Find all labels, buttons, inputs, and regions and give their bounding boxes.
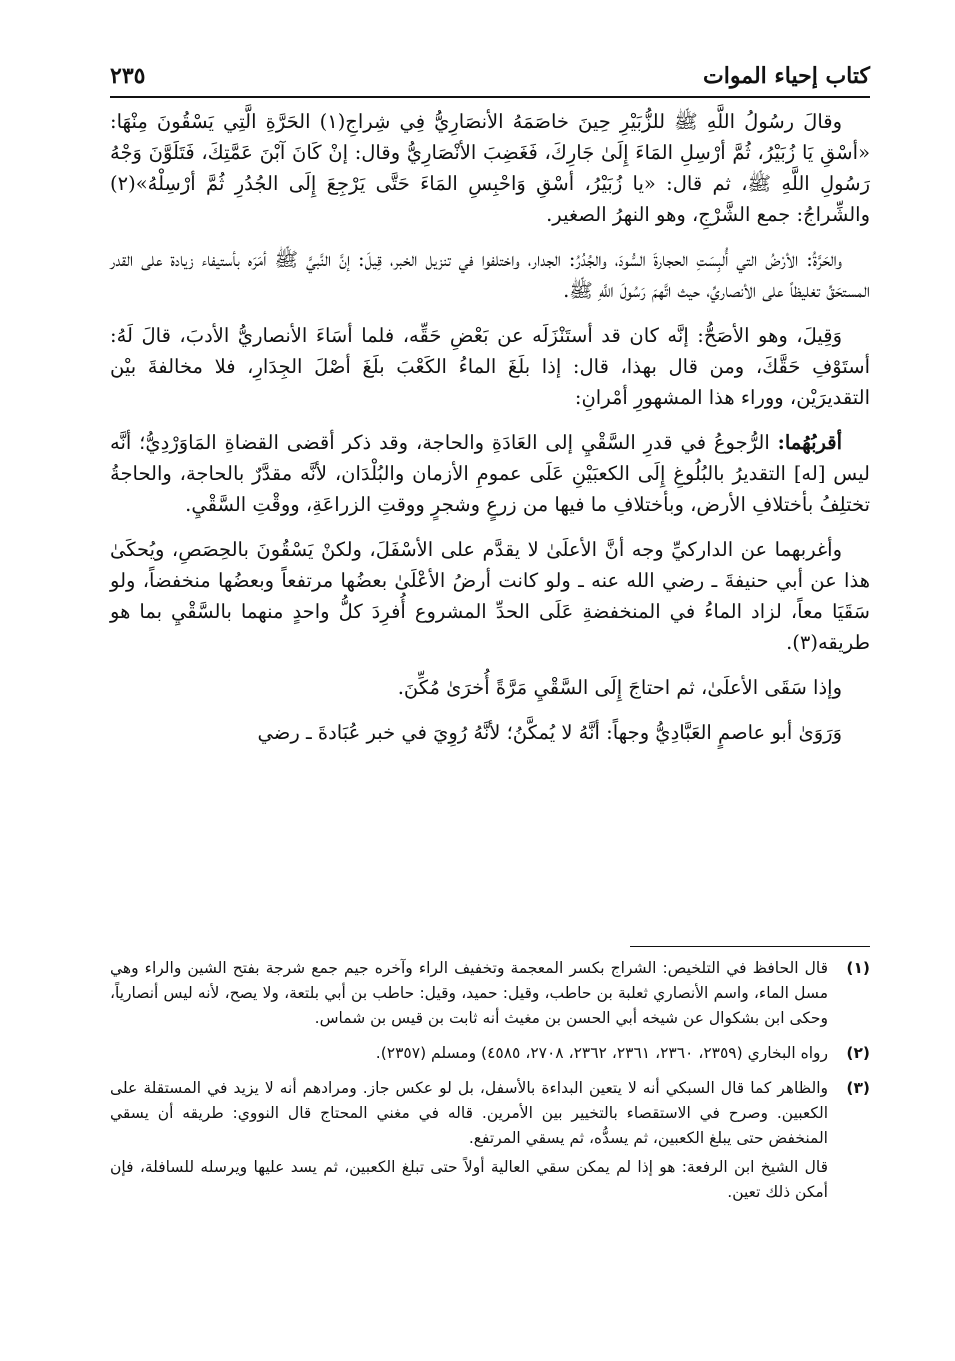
paragraph: وأغربهما عن الداركيِّ وجه أنَّ الأعلَىٰ لا يقدَّم على الأسْفَلَ، ولكنْ يَسْقُونَ بالحِصَصِ، ويُحكَىٰ هذا عن أبي حنيفةَ ـ رضي الله عنه ـ ولو كانت أرضُ الأعْلَىٰ بعضُها مرتفعاً وبعضُها منخفضاً، ولو سَقَيَا معاً، لزاد الماءُ في المنخفضةِ عَلَى الحدِّ المشروع أُفرِدَ كلُّ واحدٍ منهما بالسَّقْيِ بما هو طريقه(٣). [110,538,870,654]
paragraph: وإذا سَقَى الأعلَىٰ، ثم احتاجَ إِلَى السَّقْيِ مَرَّةً أُخرَىٰ مُكِّنَ. [397,676,842,699]
paragraph [110,427,870,520]
footnote-paragraph: قال الحافظ في التلخيص: الشراج بكسر المعجمة وتخفيف الراء وآخره جيم جمع شرجة بفتح الشين والراء وهي مسل الماء، واسم الأنصاري ثعلبة بن حاطب، وقيل: حميد، وقيل: حاطب بن أبي بلتعة، ولا يصح، لأنه ليس أنصارياً، وحكى ابن بشكوال عن شيخه أبي الحسن بن مغيث أنه ثابت بن قيس بن شماس. [110,959,828,1027]
footnote [110,956,870,1035]
main-text [110,106,870,762]
footnote [110,1041,870,1070]
page-number: ٢٣٥ [110,63,146,89]
paragraph: وَرَوَىٰ أبو عاصمٍ العَبَّادِيُّ وجهاً: أنَّهُ لا يُمكَّنُ؛ لأنَّهُ رُوِيَ في خبر عُبَادةَ ـ رضي [257,721,842,744]
footnote-text [110,1041,828,1070]
paragraph-text: الرُّجوعُ في قدرِ السَّقْيِ إلى العَادَةِ والحاجة، وقد ذكر أقضى القضاةِ المَاوَرْدِيُّ؛ أنَّه ليس [له] التقديرُ بالبُلُوغِ إِلَى الكعبَيْنِ عَلَى عمومِ الأزمان والبُلْدَان، لأنَّه مقدَّرٌ بالحاجة، والحاجةُ تختلِفُ بأختلافِ الأرض، وبأختلافِ ما فيها من زرعٍ وشجرٍ ووقتِ الزراعَةِ، ووقْتِ السَّقْيِ. [110,431,870,516]
paragraph-lead: أقربُهُما: [777,431,842,454]
book-title: كتاب إحياء الموات [703,63,870,89]
footnote-number: (٣) [846,1079,870,1097]
footnote-number: (١) [846,959,870,977]
footnotes [110,956,870,1215]
paragraph: والحَرَّةُ: الأرْضُ التي أُلبِسَتِ الحجارةَ السُّودَ، والجُدُرُ: الجدار، واختلفوا في تنزيل الخبر، قِيلَ: إنَّ النَّبيَّ ﷺ أمَرَه بأستيفاء زيادة على القدر المستحَقِّ تغليظاً على الأنصاريِّ، حيث اتَّهمَ رَسُولَ اللَّهِ ﷺ. [110,248,870,302]
paragraph: وقالَ رسُولُ اللَّهِ ﷺ للزُّبَيْرِ حِينَ خاصَمَهُ الأنصَارِيُّ فِي شِراجِ(١) الحَرَّةِ الَّتِي يَسْقُونَ مِنْهَا: «أسْقِ يَا زُبَيْرُ، ثُمَّ أرْسِلِ المَاءَ إِلَىٰ جَارِكَ، فَغَضِبَ الأنْصَارِيُّ وقال: إنْ كَانَ آبْنَ عَمَّتِكَ، فَتَلَوَّنَ وَجْهُ رَسُولِ اللَّهِ ﷺ، ثم قال: «يا زُبَيْرُ، أسْقِ وَاحْبِسِ المَاءَ حَتَّى يَرْجِعَ إِلَى الجُدُرِ ثُمَّ أرْسِلْهُ»(٢) والشِّراجُ: جمع الشَّرْجِ، وهو النهرُ الصغير. [110,110,870,226]
footnote-rule [630,946,870,947]
footnote-text [110,1076,828,1209]
paragraph: وَقِيلَ، وهو الأصَحُّ: إنَّه كان قد أستَنْزَلَه عن بَعْضِ حَقِّه، فلما أسَاءَ الأنصاريُّ الأدبَ، قالَ لَهُ: أستَوْفِ حَقَّكَ، ومن قال بهذا، قال: إذا بلَغَ الماءُ الكَعْبَ بلَغَ أصْلَ الجِدَارِ، فلا مخالفةَ بيْن التقديرَيْن، ووراء هذا المشهورِ أمْرانِ: [110,324,870,409]
header-rule [110,96,870,98]
footnote-number: (٢) [846,1044,870,1062]
footnote-paragraph: والظاهر كما قال السبكي أنه لا يتعين البداءة بالأسفل، بل لو عكس جاز. ومرادهم أنه لا يزيد في المستقلة على الكعبين. وصرح في الاستقصاء بالتخيير بين الأمرين. قاله في مغني المحتاج قال النووي: طريقه أن يسقي المنخفض حتى يبلغ الكعبين، ثم يسدُّه، ثم يسقي المرتفع. [110,1079,828,1147]
footnote-text [110,956,828,1035]
book-page [110,48,870,1328]
footnote [110,1076,870,1209]
running-header [110,56,870,96]
footnote-paragraph: رواه البخاري (٢٣٥٩، ٢٣٦٠، ٢٣٦١، ٢٣٦٢، ٢٧٠٨، ٤٥٨٥) ومسلم (٢٣٥٧). [375,1044,828,1062]
footnote-paragraph: قال الشيخ ابن الرفعة: هو إذا لم يمكن سقي العالية أولاً حتى تبلغ الكعبين، ثم يسد عليها ويرسله للسافلة، فإن أمكن ذلك تعين. [110,1158,828,1201]
